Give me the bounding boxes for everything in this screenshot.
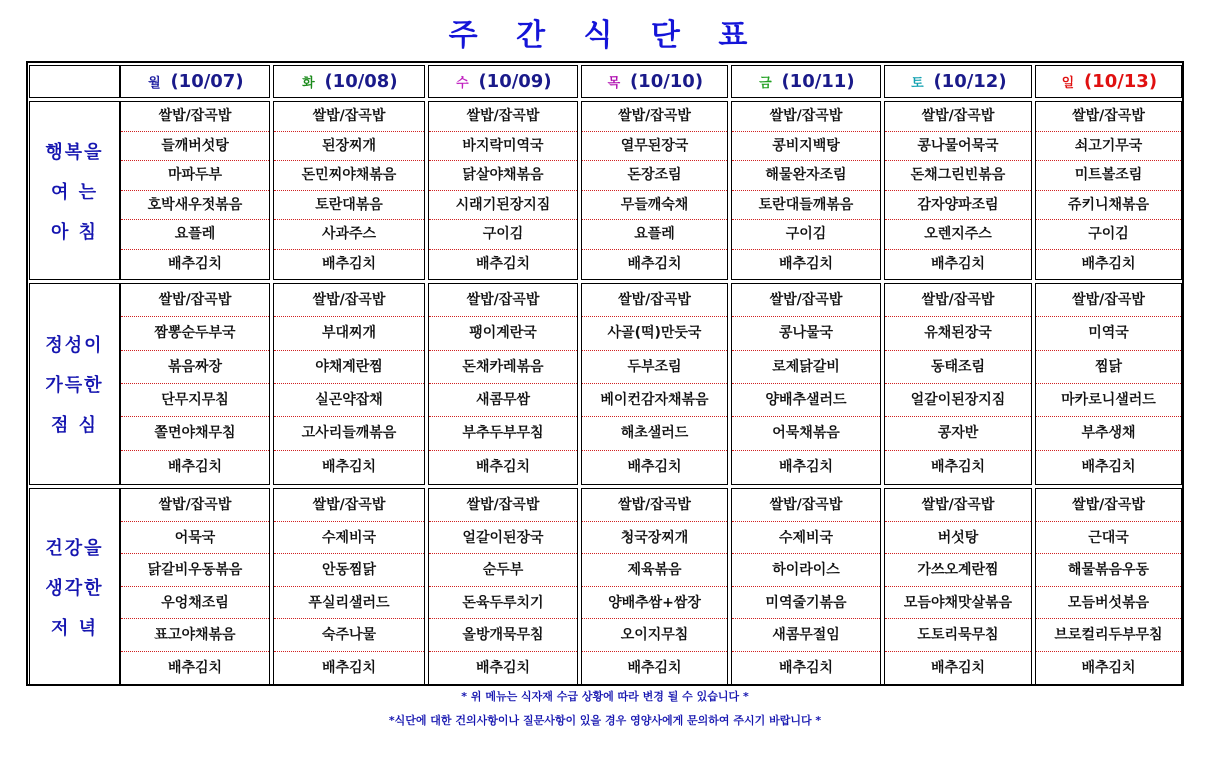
menu-cell [884, 488, 1032, 685]
menu-item: 실곤약잡채 [274, 384, 424, 417]
menu-item: 쌀밥/잡곡밥 [429, 489, 577, 522]
day-date: (10/11) [781, 71, 855, 92]
menu-item: 배추김치 [627, 659, 682, 676]
menu-cell [581, 488, 728, 685]
menu-cell [120, 283, 270, 485]
footer-note-1: * 위 메뉴는 식자재 수급 상황에 따라 변경 될 수 있습니다 * [461, 690, 749, 703]
menu-item: 부추두부무침 [429, 417, 577, 450]
menu-item: 닭살야채볶음 [429, 161, 577, 191]
day-header-2 [273, 65, 425, 98]
menu-item: 쥬키니채볶음 [1036, 191, 1181, 221]
meal-label-line: 정성이 [45, 335, 104, 356]
meal-label-line: 여 는 [50, 181, 99, 203]
menu-item: 돈장조림 [582, 161, 727, 191]
menu-item: 쌀밥/잡곡밥 [1036, 284, 1181, 317]
menu-item: 배추김치 [167, 458, 223, 475]
menu-item: 배추김치 [1081, 659, 1136, 676]
menu-item: 쌀밥/잡곡밥 [885, 284, 1031, 317]
menu-item: 배추김치 [167, 659, 223, 676]
menu-item: 배추김치 [930, 659, 986, 676]
day-date: (10/08) [324, 71, 398, 92]
menu-item: 짬뽕순두부국 [121, 317, 269, 350]
menu-item: 토란대볶음 [274, 191, 424, 221]
menu-item: 표고야채볶음 [121, 619, 269, 652]
menu-cell [273, 283, 425, 485]
menu-item: 배추김치 [930, 255, 986, 272]
menu-item: 쌀밥/잡곡밥 [582, 489, 727, 522]
day-badge-icon: 금 [759, 76, 772, 91]
menu-item: 배추김치 [627, 458, 682, 475]
menu-item: 미역줄기볶음 [732, 587, 880, 620]
menu-item: 수제비국 [732, 522, 880, 555]
menu-item: 바지락미역국 [429, 132, 577, 162]
menu-cell [428, 283, 578, 485]
meal-label-line: 가득한 [45, 375, 104, 396]
menu-item: 어묵채볶음 [732, 417, 880, 450]
menu-cell [1035, 101, 1182, 280]
menu-cell [884, 283, 1032, 485]
menu-item: 배추김치 [930, 458, 986, 475]
menu-item: 쌀밥/잡곡밥 [732, 489, 880, 522]
menu-cell [581, 283, 728, 485]
meal-label-line: 점 심 [50, 415, 99, 436]
menu-item: 요플레 [582, 220, 727, 250]
menu-item: 동태조림 [885, 351, 1031, 384]
menu-item: 배추김치 [167, 255, 223, 272]
menu-item: 돈채그린빈볶음 [885, 161, 1031, 191]
menu-item: 배추김치 [778, 458, 834, 475]
menu-item: 새콤무쌈 [429, 384, 577, 417]
meal-label-line: 아 침 [50, 221, 99, 243]
day-date: (10/13) [1083, 71, 1158, 92]
menu-item: 구이김 [429, 220, 577, 250]
menu-item: 쌀밥/잡곡밥 [732, 284, 880, 317]
menu-item: 도토리묵무침 [885, 619, 1031, 652]
menu-item: 해물볶음우동 [1036, 554, 1181, 587]
menu-cell [731, 101, 881, 280]
menu-item: 모듬야채맛살볶음 [885, 587, 1031, 620]
menu-item: 오렌지주스 [885, 220, 1031, 250]
menu-item: 단무지무침 [121, 384, 269, 417]
menu-item: 쌀밥/잡곡밥 [121, 284, 269, 317]
menu-item: 오이지무침 [582, 619, 727, 652]
menu-item: 새콤무절임 [732, 619, 880, 652]
menu-item: 요플레 [121, 220, 269, 250]
menu-item: 마카로니샐러드 [1036, 384, 1181, 417]
menu-item: 닭갈비우동볶음 [121, 554, 269, 587]
day-badge-icon: 토 [911, 76, 924, 91]
menu-item: 구이김 [1036, 220, 1181, 250]
menu-cell [428, 488, 578, 685]
menu-item: 들깨버섯탕 [121, 132, 269, 162]
menu-item: 사골(떡)만둣국 [582, 317, 727, 350]
menu-item: 토란대들깨볶음 [732, 191, 880, 221]
meal-label-3 [29, 488, 120, 685]
day-header-4 [581, 65, 728, 98]
meal-label-1 [29, 101, 120, 280]
menu-item: 배추김치 [627, 255, 682, 272]
menu-item: 쌀밥/잡곡밥 [1036, 102, 1181, 132]
menu-item: 배추김치 [321, 458, 377, 475]
menu-cell [1035, 488, 1182, 685]
menu-item: 어묵국 [121, 522, 269, 555]
menu-item: 해초샐러드 [582, 417, 727, 450]
menu-cell [884, 101, 1032, 280]
menu-item: 제육볶음 [582, 554, 727, 587]
menu-item: 배추김치 [321, 659, 377, 676]
menu-cell [1035, 283, 1182, 485]
menu-item: 쌀밥/잡곡밥 [274, 489, 424, 522]
menu-item: 쌀밥/잡곡밥 [274, 284, 424, 317]
menu-item: 배추김치 [778, 659, 834, 676]
menu-item: 부추생채 [1036, 417, 1181, 450]
page-title: 주 간 식 단 표 [448, 18, 762, 53]
menu-item: 버섯탕 [885, 522, 1031, 555]
menu-cell [273, 488, 425, 685]
menu-item: 고사리들깨볶음 [274, 417, 424, 450]
menu-item: 배추김치 [321, 255, 377, 272]
menu-item: 사과주스 [274, 220, 424, 250]
menu-item: 근대국 [1036, 522, 1181, 555]
menu-item: 쌀밥/잡곡밥 [582, 284, 727, 317]
menu-item: 모듬버섯볶음 [1036, 587, 1181, 620]
menu-cell [120, 488, 270, 685]
menu-item: 된장찌개 [274, 132, 424, 162]
menu-item: 야채계란찜 [274, 351, 424, 384]
day-badge-icon: 월 [148, 76, 161, 91]
menu-item: 올방개묵무침 [429, 619, 577, 652]
menu-item: 쌀밥/잡곡밥 [885, 489, 1031, 522]
menu-item: 시래기된장지짐 [429, 191, 577, 221]
meal-label-2 [29, 283, 120, 485]
menu-item: 얼갈이된장국 [429, 522, 577, 555]
day-header-3 [428, 65, 578, 98]
weekly-menu-table [26, 61, 1184, 686]
menu-item: 부대찌개 [274, 317, 424, 350]
menu-item: 호박새우젓볶음 [121, 191, 269, 221]
menu-item: 쌀밥/잡곡밥 [885, 102, 1031, 132]
menu-item: 콩나물어묵국 [885, 132, 1031, 162]
menu-item: 해물완자조림 [732, 161, 880, 191]
menu-item: 쌀밥/잡곡밥 [121, 102, 269, 132]
menu-item: 구이김 [732, 220, 880, 250]
meal-label-line: 건강을 [45, 537, 104, 559]
menu-item: 순두부 [429, 554, 577, 587]
menu-item: 가쓰오계란찜 [885, 554, 1031, 587]
menu-cell [428, 101, 578, 280]
menu-item: 감자양파조림 [885, 191, 1031, 221]
menu-item: 수제비국 [274, 522, 424, 555]
menu-item: 돈육두루치기 [429, 587, 577, 620]
menu-item: 쇠고기무국 [1036, 132, 1181, 162]
menu-cell [273, 101, 425, 280]
day-date: (10/10) [629, 71, 704, 92]
menu-item: 양배추샐러드 [732, 384, 880, 417]
day-badge-icon: 수 [456, 76, 469, 91]
menu-item: 유채된장국 [885, 317, 1031, 350]
menu-item: 쌀밥/잡곡밥 [274, 102, 424, 132]
menu-item: 두부조림 [582, 351, 727, 384]
day-header-6 [884, 65, 1032, 98]
menu-item: 열무된장국 [582, 132, 727, 162]
menu-item: 배추김치 [475, 458, 531, 475]
menu-item: 돈채카레볶음 [429, 351, 577, 384]
menu-item: 양배추쌈+쌈장 [582, 587, 727, 620]
menu-item: 미트볼조림 [1036, 161, 1181, 191]
day-badge-icon: 화 [302, 76, 315, 91]
meal-label-line: 행복을 [45, 141, 104, 163]
menu-item: 콩나물국 [732, 317, 880, 350]
day-date: (10/12) [933, 71, 1007, 92]
menu-item: 하이라이스 [732, 554, 880, 587]
menu-item: 배추김치 [475, 659, 531, 676]
menu-item: 쌀밥/잡곡밥 [429, 284, 577, 317]
menu-cell [581, 101, 728, 280]
menu-item: 쌀밥/잡곡밥 [1036, 489, 1181, 522]
menu-item: 브로컬리두부무침 [1036, 619, 1181, 652]
menu-item: 로제닭갈비 [732, 351, 880, 384]
day-date: (10/09) [478, 71, 552, 92]
menu-item: 안동찜닭 [274, 554, 424, 587]
menu-item: 미역국 [1036, 317, 1181, 350]
menu-item: 푸실리샐러드 [274, 587, 424, 620]
menu-item: 쌀밥/잡곡밥 [429, 102, 577, 132]
menu-cell [731, 283, 881, 485]
menu-item: 쌀밥/잡곡밥 [732, 102, 880, 132]
menu-item: 배추김치 [475, 255, 531, 272]
footer-note-2: *식단에 대한 건의사항이나 질문사항이 있을 경우 영양사에게 문의하여 주시기 바랍니다 * [388, 714, 822, 727]
menu-item: 쌀밥/잡곡밥 [582, 102, 727, 132]
corner-cell [29, 65, 120, 98]
day-date: (10/07) [170, 71, 244, 92]
menu-item: 우엉채조림 [121, 587, 269, 620]
menu-item: 숙주나물 [274, 619, 424, 652]
menu-item: 배추김치 [778, 255, 834, 272]
meal-label-line: 생각한 [45, 577, 104, 599]
day-badge-icon: 목 [607, 76, 621, 91]
menu-item: 청국장찌개 [582, 522, 727, 555]
menu-item: 얼갈이된장지짐 [885, 384, 1031, 417]
menu-cell [120, 101, 270, 280]
menu-item: 마파두부 [121, 161, 269, 191]
day-header-5 [731, 65, 881, 98]
menu-item: 쌀밥/잡곡밥 [121, 489, 269, 522]
menu-item: 콩비지백탕 [732, 132, 880, 162]
menu-item: 콩자반 [885, 417, 1031, 450]
day-badge-icon: 일 [1061, 76, 1075, 91]
menu-item: 돈민찌야채볶음 [274, 161, 424, 191]
menu-item: 배추김치 [1081, 458, 1136, 475]
menu-item: 무들깨숙채 [582, 191, 727, 221]
menu-item: 팽이계란국 [429, 317, 577, 350]
menu-item: 베이컨감자채볶음 [582, 384, 727, 417]
day-header-7 [1035, 65, 1182, 98]
menu-item: 쫄면야채무침 [121, 417, 269, 450]
menu-item: 배추김치 [1081, 255, 1136, 272]
meal-label-line: 저 녁 [50, 617, 99, 639]
menu-item: 찜닭 [1036, 351, 1181, 384]
menu-cell [731, 488, 881, 685]
day-header-1 [120, 65, 270, 98]
menu-item: 볶음짜장 [121, 351, 269, 384]
